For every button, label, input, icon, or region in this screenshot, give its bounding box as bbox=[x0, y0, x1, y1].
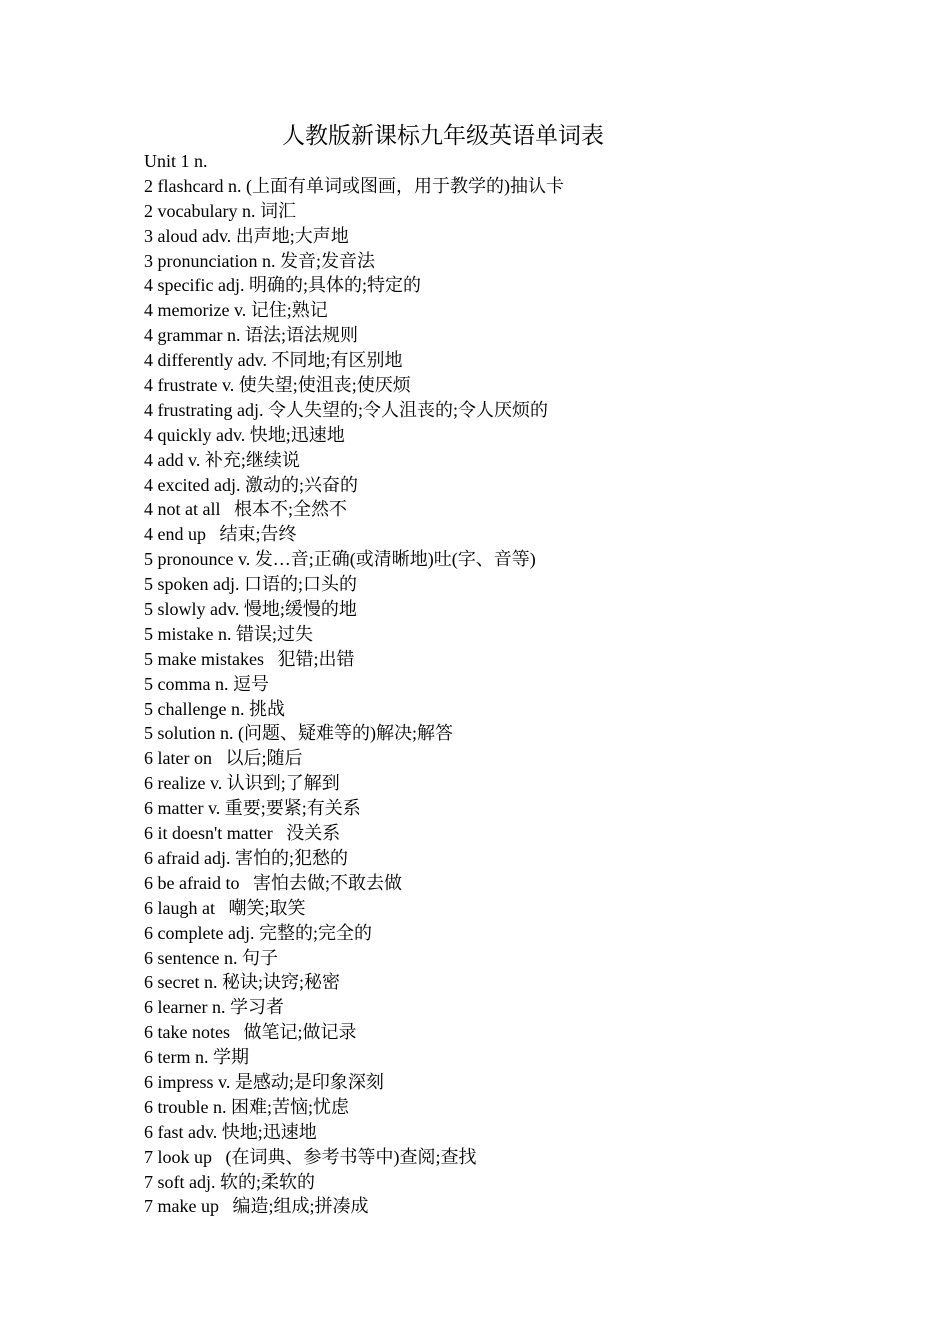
vocabulary-line: 6 trouble n. 困难;苦恼;忧虑 bbox=[144, 1096, 349, 1117]
vocabulary-line: 6 laugh at 嘲笑;取笑 bbox=[144, 897, 306, 918]
vocabulary-line: 6 sentence n. 句子 bbox=[144, 947, 278, 968]
vocabulary-line: 6 be afraid to 害怕去做;不敢去做 bbox=[144, 872, 402, 893]
vocabulary-line: 3 aloud adv. 出声地;大声地 bbox=[144, 225, 349, 246]
vocabulary-line: 6 learner n. 学习者 bbox=[144, 997, 284, 1018]
vocabulary-line: 4 add v. 补充;继续说 bbox=[144, 449, 300, 470]
vocabulary-line: 6 complete adj. 完整的;完全的 bbox=[144, 922, 372, 943]
vocabulary-line: 7 soft adj. 软的;柔软的 bbox=[144, 1171, 315, 1192]
vocabulary-line: 5 challenge n. 挑战 bbox=[144, 698, 285, 719]
vocabulary-line: 2 flashcard n. (上面有单词或图画，用于教学的)抽认卡 bbox=[144, 175, 564, 196]
vocabulary-line: 4 memorize v. 记住;熟记 bbox=[144, 300, 328, 321]
vocabulary-line: 4 frustrate v. 使失望;使沮丧;使厌烦 bbox=[144, 375, 411, 396]
vocabulary-line: 7 make up 编造;组成;拼凑成 bbox=[144, 1196, 369, 1217]
vocabulary-list bbox=[144, 149, 904, 1219]
vocabulary-line: 6 it doesn't matter 没关系 bbox=[144, 823, 341, 844]
vocabulary-line: 4 grammar n. 语法;语法规则 bbox=[144, 325, 358, 346]
vocabulary-line: 5 comma n. 逗号 bbox=[144, 673, 269, 694]
vocabulary-line: 7 look up (在词典、参考书等中)查阅;查找 bbox=[144, 1146, 477, 1167]
vocabulary-line: 6 impress v. 是感动;是印象深刻 bbox=[144, 1071, 384, 1092]
vocabulary-line: 6 secret n. 秘诀;诀窍;秘密 bbox=[144, 972, 340, 993]
vocabulary-line: 6 term n. 学期 bbox=[144, 1047, 249, 1068]
vocabulary-line: 5 solution n. (问题、疑难等的)解决;解答 bbox=[144, 723, 453, 744]
vocabulary-line: 4 frustrating adj. 令人失望的;令人沮丧的;令人厌烦的 bbox=[144, 399, 548, 420]
vocabulary-line: 4 specific adj. 明确的;具体的;特定的 bbox=[144, 275, 421, 296]
vocabulary-line: 4 quickly adv. 快地;迅速地 bbox=[144, 424, 345, 445]
page-title: 人教版新课标九年级英语单词表 bbox=[282, 123, 604, 148]
vocabulary-line: Unit 1 n. bbox=[144, 151, 208, 171]
vocabulary-line: 6 later on 以后;随后 bbox=[144, 748, 303, 769]
vocabulary-line: 5 make mistakes 犯错;出错 bbox=[144, 648, 355, 669]
vocabulary-line: 2 vocabulary n. 词汇 bbox=[144, 200, 296, 221]
vocabulary-line: 3 pronunciation n. 发音;发音法 bbox=[144, 250, 375, 271]
vocabulary-line: 6 fast adv. 快地;迅速地 bbox=[144, 1121, 317, 1142]
vocabulary-line: 4 end up 结束;告终 bbox=[144, 524, 297, 545]
vocabulary-line: 6 take notes 做笔记;做记录 bbox=[144, 1022, 357, 1043]
vocabulary-line: 6 afraid adj. 害怕的;犯愁的 bbox=[144, 847, 348, 868]
vocabulary-line: 5 spoken adj. 口语的;口头的 bbox=[144, 574, 357, 595]
vocabulary-line: 6 realize v. 认识到;了解到 bbox=[144, 773, 340, 794]
vocabulary-line: 4 differently adv. 不同地;有区别地 bbox=[144, 350, 403, 371]
vocabulary-line: 5 slowly adv. 慢地;缓慢的地 bbox=[144, 599, 357, 620]
vocabulary-line: 4 excited adj. 激动的;兴奋的 bbox=[144, 474, 358, 495]
vocabulary-line: 6 matter v. 重要;要紧;有关系 bbox=[144, 798, 361, 819]
vocabulary-line: 5 pronounce v. 发…音;正确(或清晰地)吐(字、音等) bbox=[144, 549, 536, 570]
vocabulary-line: 4 not at all 根本不;全然不 bbox=[144, 499, 347, 520]
vocabulary-line: 5 mistake n. 错误;过失 bbox=[144, 623, 313, 644]
